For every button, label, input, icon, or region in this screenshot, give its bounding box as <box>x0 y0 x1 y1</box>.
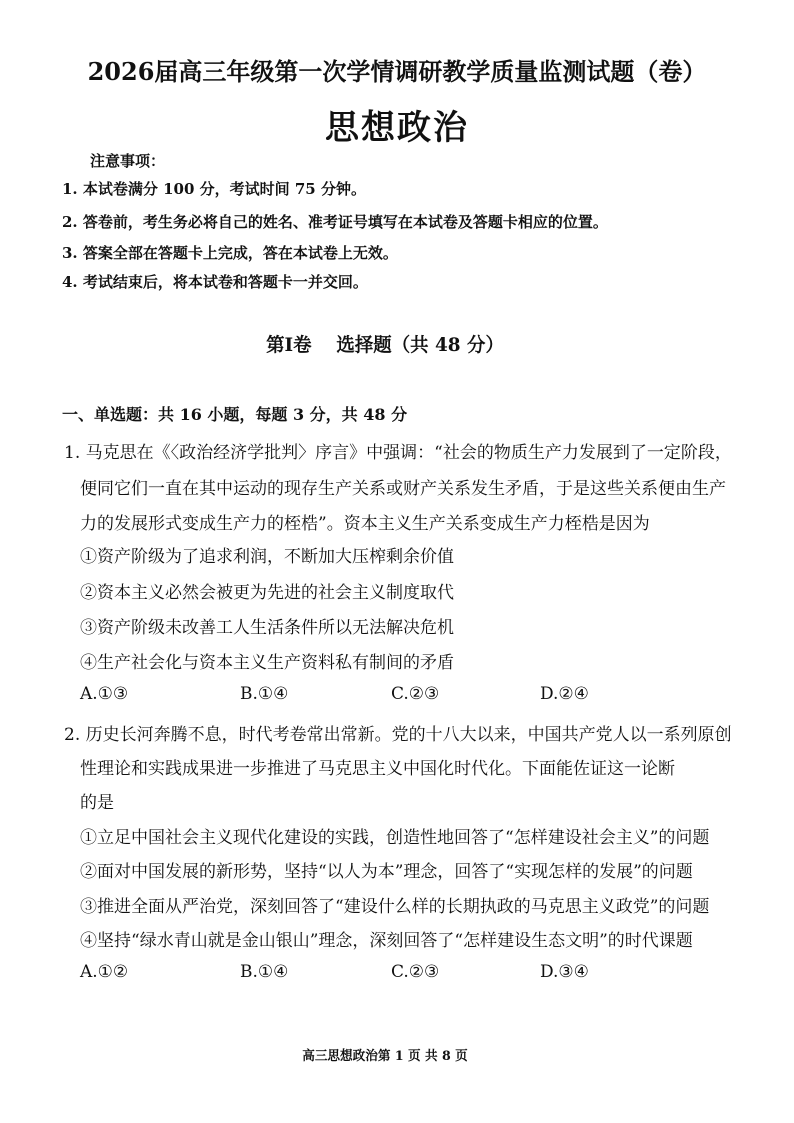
q1-statement: ④生产社会化与资本主义生产资料私有制间的矛盾 <box>80 653 454 673</box>
q2-stem-line: 性理论和实践成果进一步推进了马克思主义中国化时代化。下面能佐证这一论断 <box>80 759 675 779</box>
notice-item: 2. 答卷前，考生务必将自己的姓名、准考证号填写在本试卷及答题卡相应的位置。 <box>62 213 608 231</box>
q1-statement: ②资本主义必然会被更为先进的社会主义制度取代 <box>80 583 454 603</box>
exam-title: 2026届高三年级第一次学情调研教学质量监测试题（卷） <box>87 57 707 86</box>
q1-stem-line: 便同它们一直在其中运动的现存生产关系或财产关系发生矛盾，于是这些关系便由生产 <box>80 479 726 499</box>
q2-statement: ①立足中国社会主义现代化建设的实践，创造性地回答了“怎样建设社会主义”的问题 <box>80 828 710 848</box>
notice-item: 4. 考试结束后，将本试卷和答题卡一并交回。 <box>62 273 368 291</box>
notice-item: 1. 本试卷满分 100 分，考试时间 75 分钟。 <box>62 180 366 198</box>
section-title: 第Ⅰ卷 选择题（共 48 分） <box>266 334 504 356</box>
subject-title: 思想政治 <box>325 108 469 148</box>
q1-statement: ①资产阶级为了追求利润，不断加大压榨剩余价值 <box>80 547 454 567</box>
q2-choice-a: A.①② <box>80 962 129 982</box>
q1-statement: ③资产阶级未改善工人生活条件所以无法解决危机 <box>80 618 454 638</box>
q2-statement: ④坚持“绿水青山就是金山银山”理念，深刻回答了“怎样建设生态文明”的时代课题 <box>80 931 693 951</box>
q1-choice-c: C.②③ <box>391 684 440 704</box>
q2-choice-b: B.①④ <box>240 962 289 982</box>
notice-item: 3. 答案全部在答题卡上完成，答在本试卷上无效。 <box>62 244 398 262</box>
q2-statement: ②面对中国发展的新形势，坚持“以人为本”理念，回答了“实现怎样的发展”的问题 <box>80 862 693 882</box>
q2-stem-line: 的是 <box>80 793 114 813</box>
q1-choice-d: D.②④ <box>540 684 589 704</box>
notice-heading: 注意事项： <box>90 152 166 170</box>
q1-stem-line: 力的发展形式变成生产力的桎梏”。资本主义生产关系变成生产力桎梏是因为 <box>80 514 650 534</box>
q2-statement: ③推进全面从严治党，深刻回答了“建设什么样的长期执政的马克思主义政党”的问题 <box>80 897 710 917</box>
page-footer: 高三思想政治第 1 页 共 8 页 <box>302 1049 468 1064</box>
q2-stem-line: 2. 历史长河奔腾不息，时代考卷常出常新。党的十八大以来，中国共产党人以一系列原创 <box>64 725 732 745</box>
part-title: 一、单选题：共 16 小题，每题 3 分，共 48 分 <box>62 405 408 424</box>
q1-stem-line: 1. 马克思在《〈政治经济学批判〉序言》中强调：“社会的物质生产力发展到了一定阶段， <box>64 443 732 463</box>
q2-choice-d: D.③④ <box>540 962 589 982</box>
q1-choice-a: A.①③ <box>80 684 129 704</box>
q1-choice-b: B.①④ <box>240 684 289 704</box>
q2-choice-c: C.②③ <box>391 962 440 982</box>
